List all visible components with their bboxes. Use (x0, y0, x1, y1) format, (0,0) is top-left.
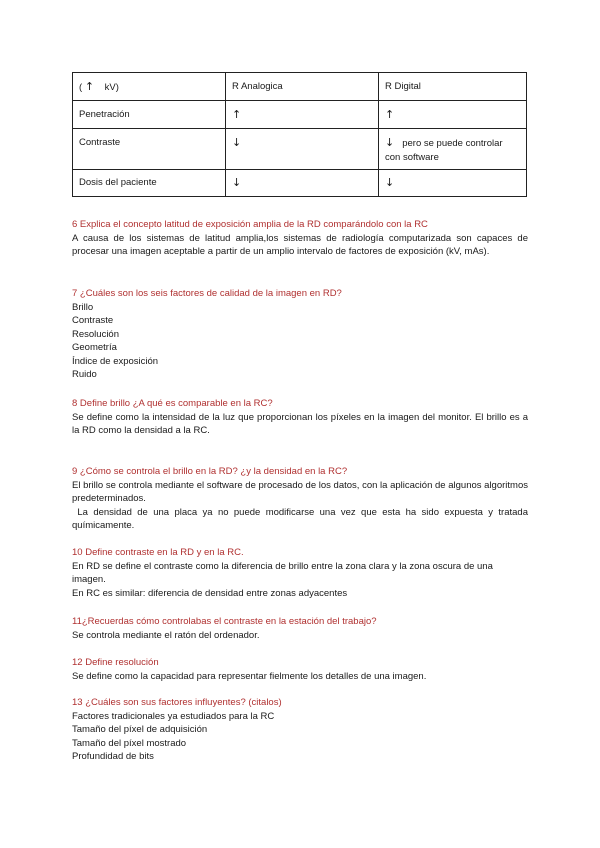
analog-cell (226, 170, 379, 197)
question-10-answer-1: En RD se define el contraste como la diferencia de brillo entre la zona clara y la zona oscura de una imagen. (72, 560, 493, 585)
arrow-up-icon: ↑ (385, 108, 395, 121)
row-label: Contraste (73, 129, 226, 170)
header-paren: ( (79, 82, 83, 93)
arrow-down-icon: ↓ (385, 136, 395, 149)
arrow-down-icon: ↓ (232, 176, 242, 189)
question-6-section (72, 218, 528, 259)
table-row (73, 170, 527, 197)
table-row (73, 101, 527, 129)
question-9-answer-1: El brillo se controla mediante el software de procesado de los datos, con la aplicación de algunos algoritmos predeterminados. (72, 479, 528, 504)
table-header-cell: R Digital (379, 73, 527, 101)
list-item: Geometría (72, 342, 117, 353)
question-9-section (72, 465, 531, 533)
list-item: Contraste (72, 315, 114, 326)
question-13-section (72, 696, 528, 764)
question-11-answer: Se controla mediante el ratón del ordenador. (72, 629, 260, 641)
question-8-title: 8 Define brillo ¿A qué es comparable en la RC? (72, 398, 273, 409)
arrow-up-icon: ↑ (232, 108, 242, 121)
question-6-answer: A causa de los sistemas de latitud amplia,los sistemas de radiología computarizada son capaces de procesar una imagen aceptable a partir de un amplio intervalo de factores de exposición (kV, mAs). (72, 232, 528, 257)
question-10-title: 10 Define contraste en la RD y en la RC. (72, 547, 244, 558)
digital-cell (379, 129, 527, 170)
question-11-section (72, 615, 528, 642)
question-12-answer: Se define como la capacidad para representar fielmente los detalles de una imagen. (72, 670, 427, 682)
list-item: Índice de exposición (72, 355, 159, 367)
header-unit: kV) (104, 82, 119, 93)
analog-cell (226, 129, 379, 170)
question-11-title: 11¿Recuerdas cómo controlabas el contraste en la estación del trabajo? (72, 616, 377, 627)
list-item: Profundidad de bits (72, 751, 154, 762)
arrow-down-icon: ↓ (232, 136, 242, 149)
question-10-section (72, 546, 528, 600)
digital-cell (379, 170, 527, 197)
question-6-title: 6 Explica el concepto latitud de exposición amplia de la RD comparándolo con la RC (72, 219, 428, 230)
question-8-answer: Se define como la intensidad de la luz que proporcionan los píxeles en la imagen del monitor. El brillo es a la RD como la densidad a la RC. (72, 411, 528, 436)
arrow-down-icon: ↓ (385, 176, 395, 189)
question-12-title: 12 Define resolución (72, 657, 159, 668)
question-7-section (72, 287, 528, 382)
digital-cell (379, 101, 527, 129)
list-item: Ruido (72, 369, 97, 380)
question-7-title: 7 ¿Cuáles son los seis factores de calidad de la imagen en RD? (72, 288, 342, 299)
list-item: Tamaño del píxel de adquisición (72, 724, 208, 735)
question-12-section (72, 656, 528, 683)
question-10-answer-2: En RC es similar: diferencia de densidad entre zonas adyacentes (72, 587, 348, 599)
table-header-row (73, 73, 527, 101)
row-label: Penetración (73, 101, 226, 129)
row-label: Dosis del paciente (73, 170, 226, 197)
table-header-cell: R Analogica (226, 73, 379, 101)
table-header-cell (73, 73, 226, 101)
comparison-table (72, 72, 527, 197)
question-9-answer-2: La densidad de una placa ya no puede modificarse una vez que esta ha sido expuesta y tratada químicamente. (72, 506, 531, 531)
question-13-title: 13 ¿Cuáles son sus factores influyentes? (citalos) (72, 697, 282, 708)
arrow-up-icon: ↑ (84, 80, 95, 93)
list-item: Factores tradicionales ya estudiados para la RC (72, 710, 275, 722)
analog-cell (226, 101, 379, 129)
question-9-title: 9 ¿Cómo se controla el brillo en la RD? ¿y la densidad en la RC? (72, 466, 348, 477)
digital-note: pero se puede controlar con software (385, 138, 503, 163)
question-8-section (72, 397, 528, 438)
list-item: Resolución (72, 328, 119, 340)
table-row (73, 129, 527, 170)
list-item: Brillo (72, 301, 94, 313)
list-item: Tamaño del píxel mostrado (72, 737, 187, 749)
